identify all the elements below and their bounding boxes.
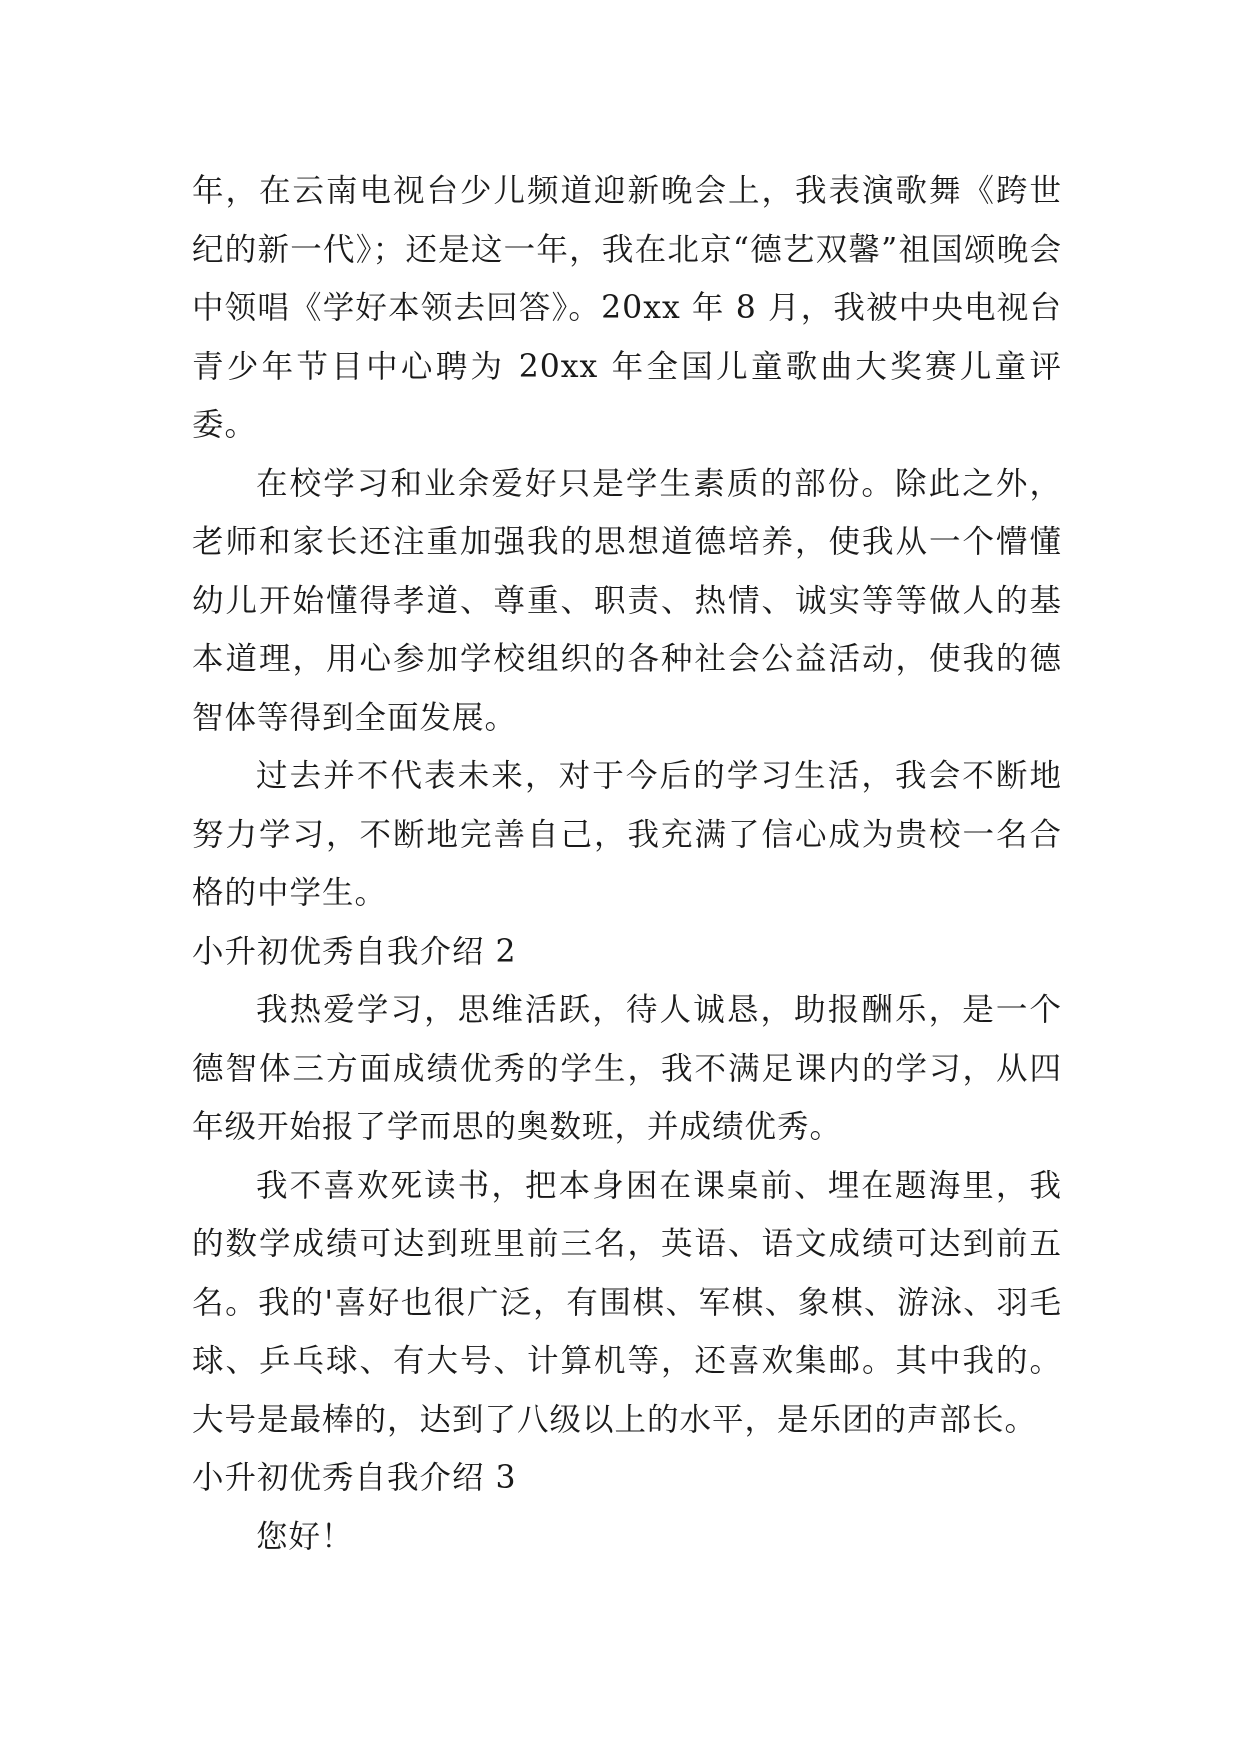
section-heading-2: 小升初优秀自我介绍 2 bbox=[192, 933, 517, 970]
paragraph-future: 过去并不代表未来，对于今后的学习生活，我会不断地努力学习，不断地完善自己，我充满了信心成为贵校一名合格的中学生。 bbox=[192, 758, 1062, 911]
section-heading-3: 小升初优秀自我介绍 3 bbox=[192, 1460, 517, 1496]
paragraph-study: 我热爱学习，思维活跃，待人诚恳，助报酬乐，是一个德智体三方面成绩优秀的学生，我不满足课内的学习，从四年级开始报了学而思的奥数班，并成绩优秀。 bbox=[192, 992, 1062, 1145]
paragraph-performances: 年，在云南电视台少儿频道迎新晚会上，我表演歌舞《跨世纪的新一代》；还是这一年，我在北京“德艺双馨”祖国颂晚会中领唱《学好本领去回答》。20xx 年 8 月，我被中央电视台青少年节目中心聘为 20xx 年全国儿童歌曲大奖赛儿童评委。 bbox=[192, 173, 1062, 443]
paragraph-hobbies: 我不喜欢死读书，把本身困在课桌前、埋在题海里，我的数学成绩可达到班里前三名，英语、语文成绩可达到前五名。我的'喜好也很广泛，有围棋、军棋、象棋、游泳、羽毛球、乒乓球、有大号、计算机等，还喜欢集邮。其中我的。大号是最棒的，达到了八级以上的水平，是乐团的声部长。 bbox=[192, 1167, 1062, 1438]
paragraph-moral-education: 在校学习和业余爱好只是学生素质的部份。除此之外，老师和家长还注重加强我的思想道德培养，使我从一个懵懂幼儿开始懂得孝道、尊重、职责、热情、诚实等等做人的基本道理，用心参加学校组织的各种社会公益活动，使我的德智体等得到全面发展。 bbox=[192, 465, 1062, 736]
document-body bbox=[192, 162, 1062, 1566]
paragraph-greeting: 您好！ bbox=[256, 1518, 354, 1555]
